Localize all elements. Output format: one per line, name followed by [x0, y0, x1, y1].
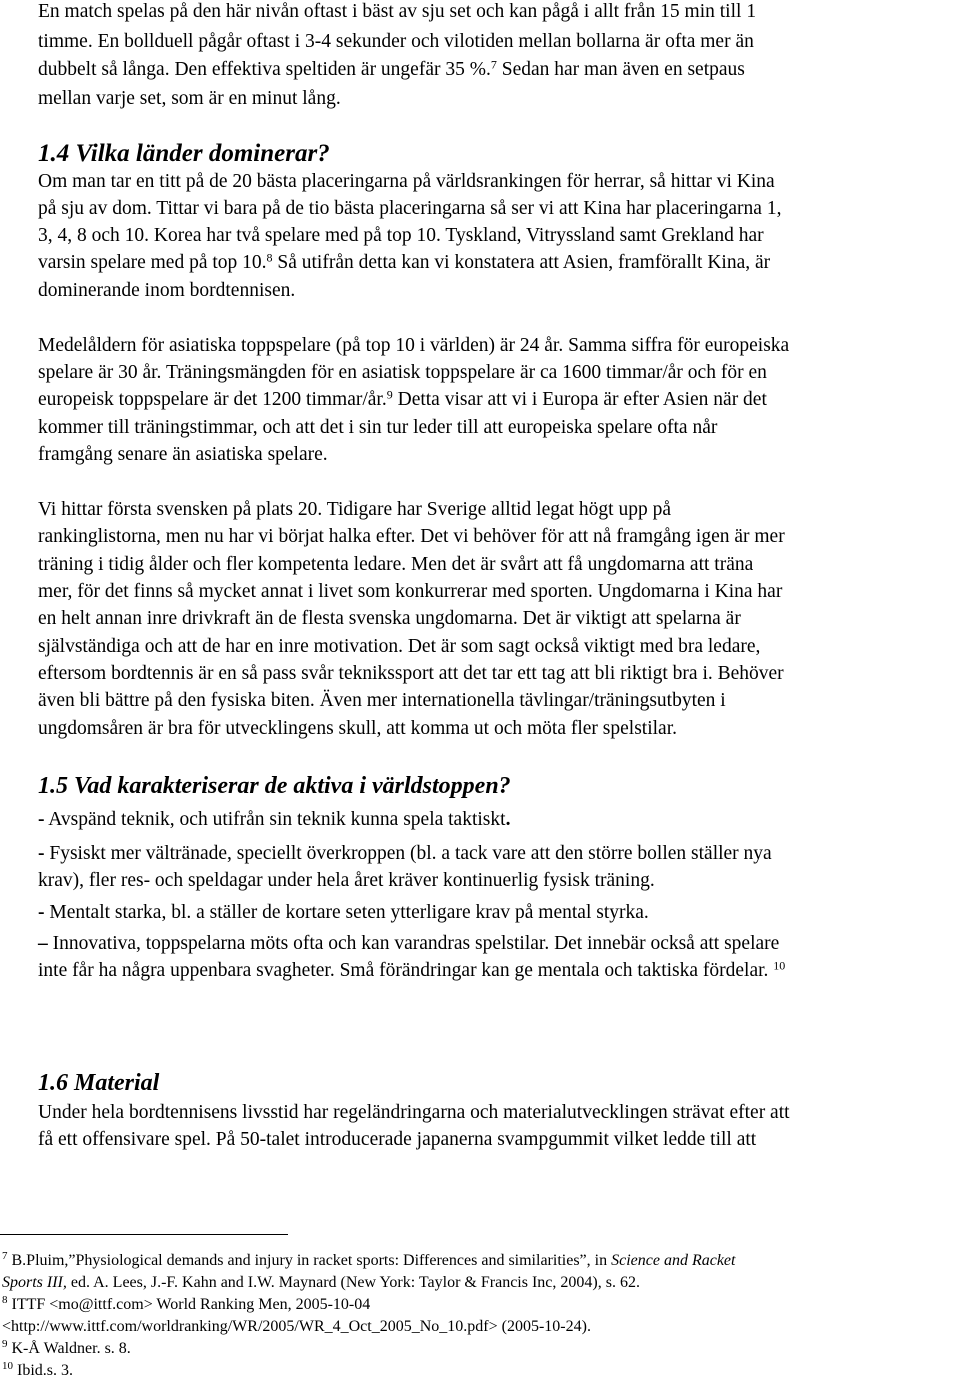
footnote-7-journal: Science and Racket	[611, 1252, 736, 1269]
s14-p2-line-3b-text: Detta visar att vi i Europa är efter Asien när det	[397, 389, 767, 410]
footnote-10	[2, 1361, 73, 1381]
s15-item-4-cont-text: inte får ha några uppenbara svagheter. Små förändringar kan ge mentala och taktiska fördelar.	[38, 960, 769, 981]
s16-line-1: Under hela bordtennisens livsstid har regeländringarna och materialutvecklingen strävat efter att	[38, 1102, 790, 1123]
s14-p1-line-2: på sju av dom. Tittar vi bara på de tio bästa placeringarna så ser vi att Kina har placeringarna 1,	[38, 198, 782, 219]
bullet-dash: –	[38, 933, 48, 954]
footnote-7-number: 7	[2, 1249, 8, 1262]
footnote-8-text[interactable]: ITTF <mo@ittf.com> World Ranking Men, 2005-10-04	[11, 1296, 371, 1313]
s14-p3-line-1: Vi hittar första svensken på plats 20. Tidigare har Sverige alltid legat högt upp på	[38, 499, 671, 520]
s14-p1-line-5: dominerande inom bordtennisen.	[38, 280, 296, 301]
s15-item-4-text: Innovativa, toppspelarna möts ofta och kan varandras spelstilar. Det innebär också att spelare	[47, 933, 780, 954]
bullet-dash: -	[38, 809, 45, 830]
s14-p2-line-3	[38, 386, 767, 413]
intro-line-1: En match spelas på den här nivån oftast i bäst av sju set och kan pågå i allt från 15 min till 1	[38, 1, 757, 22]
s14-p1-line-4-text: varsin spelare med på top 10.	[38, 252, 267, 273]
footnote-10-text: Ibid.s. 3.	[17, 1362, 73, 1379]
s15-item-4-cont	[38, 957, 785, 984]
s15-item-2	[38, 840, 772, 867]
s14-p2-line-2: spelare är 30 år. Träningsmängden för en asiatisk toppspelare är ca 1600 timmar/år och för en	[38, 362, 767, 383]
footnote-9	[2, 1339, 131, 1359]
s14-p1-line-1: Om man tar en titt på de 20 bästa placeringarna på världsrankingen för herrar, så hittar vi Kina	[38, 171, 775, 192]
s15-item-4	[38, 930, 779, 957]
footnote-8-line-1	[2, 1295, 370, 1315]
footnote-7-text-a: B.Pluim,”Physiological demands and injury in racket sports: Differences and similarities”, in	[11, 1252, 612, 1269]
intro-line-3-text: dubbelt så långa. Den effektiva speltiden är ungefär 35 %.	[38, 59, 491, 80]
s14-p1-line-3: 3, 4, 8 och 10. Korea har två spelare med på top 10. Tyskland, Vitryssland samt Grekland har	[38, 225, 764, 246]
bullet-dash: -	[38, 843, 45, 864]
section-heading-1-5: 1.5 Vad karakteriserar de aktiva i världstoppen?	[38, 773, 511, 799]
s15-item-1	[38, 806, 510, 833]
s14-p3-line-3: träning i tidig ålder och fler kompetenta ledare. Men det är svårt att få ungdomarna att träna	[38, 554, 754, 575]
s14-p2-line-1: Medelåldern för asiatiska toppspelare (på top 10 i världen) är 24 år. Samma siffra för europeiska	[38, 335, 790, 356]
footnote-9-text: K-Å Waldner. s. 8.	[11, 1340, 131, 1357]
s16-line-2: få ett offensivare spel. På 50-talet introducerade japanerna svampgummit vilket ledde till att	[38, 1129, 757, 1150]
section-heading-1-6: 1.6 Material	[38, 1070, 160, 1096]
s15-item-2-text: Fysiskt mer vältränade, speciellt överkroppen (bl. a tack vare att den större bollen ställer nya	[44, 843, 772, 864]
footnote-ref-7[interactable]: 7	[490, 57, 497, 72]
s14-p3-line-9: ungdomsåren är bra för utvecklingens skull, att komma ut och möta fler spelstilar.	[38, 718, 678, 739]
footnote-7-journal-cont: Sports III,	[2, 1274, 67, 1291]
footnote-7-line-2	[2, 1273, 640, 1293]
s14-p3-line-8: även bli bättre på den fysiska biten. Även mer internationella tävlingar/träningsutbyten i	[38, 690, 726, 711]
intro-line-2: timme. En bollduell pågår oftast i 3-4 sekunder och vilotiden mellan bollarna är ofta mer än	[38, 31, 754, 52]
intro-line-4: mellan varje set, som är en minut lång.	[38, 88, 341, 109]
s15-item-1-end: .	[505, 809, 511, 830]
s14-p2-line-3-text: europeisk toppspelare är det 1200 timmar/år.	[38, 389, 387, 410]
s14-p3-line-2: rankinglistorna, men nu har vi börjat halka efter. Det vi behöver för att nå framgång igen är mer	[38, 526, 785, 547]
footnote-separator	[0, 1234, 288, 1235]
s15-item-3-text: Mentalt starka, bl. a ställer de kortare seten ytterligare krav på mental styrka.	[44, 902, 649, 923]
footnote-8-number: 8	[2, 1293, 8, 1306]
footnote-ref-8[interactable]: 8	[266, 250, 273, 265]
s14-p3-line-6: självständiga och att de har en inre motivation. Det är som sagt också viktigt med bra ledare,	[38, 636, 761, 657]
s14-p3-line-4: mer, för det finns så mycket annat i livet som konkurrerar med sporten. Ungdomarna i Kina har	[38, 581, 783, 602]
section-heading-1-4: 1.4 Vilka länder dominerar?	[38, 140, 330, 167]
s15-item-3	[38, 899, 649, 926]
intro-line-3b-text: Sedan har man även en setpaus	[501, 59, 745, 80]
footnote-ref-9[interactable]: 9	[386, 387, 393, 402]
s15-item-1-text: Avspänd teknik, och utifrån sin teknik kunna spela taktiskt	[44, 809, 506, 830]
footnote-8-line-2[interactable]: <http://www.ittf.com/worldranking/WR/2005/WR_4_Oct_2005_No_10.pdf> (2005-10-24).	[2, 1318, 591, 1335]
s14-p3-line-7: eftersom bordtennis är en så pass svår teknikssport att det tar ett tag att bli riktigt bra i. Behöver	[38, 663, 784, 684]
intro-line-3	[38, 56, 745, 83]
s15-item-2-cont: krav), fler res- och speldagar under hela året kräver kontinuerlig fysisk träning.	[38, 870, 655, 891]
footnote-7-line-1	[2, 1251, 735, 1271]
s14-p2-line-5: framgång senare än asiatiska spelare.	[38, 444, 328, 465]
s14-p2-line-4: kommer till träningstimmar, och att det i sin tur leder till att europeiska spelare ofta når	[38, 417, 718, 438]
footnote-10-number: 10	[2, 1359, 13, 1372]
s14-p1-line-4	[38, 249, 770, 276]
footnote-ref-10[interactable]: 10	[773, 958, 786, 973]
s14-p1-line-4b-text: Så utifrån detta kan vi konstatera att Asien, framförallt Kina, är	[277, 252, 771, 273]
footnote-9-number: 9	[2, 1337, 8, 1350]
s14-p3-line-5: en helt annan inre drivkraft än de flesta svenska ungdomarna. Det är viktigt att spelarna är	[38, 608, 741, 629]
footnote-7-text-b: ed. A. Lees, J.-F. Kahn and I.W. Maynard (New York: Taylor & Francis Inc, 2004), s. 62.	[66, 1274, 640, 1291]
bullet-dash: -	[38, 902, 45, 923]
